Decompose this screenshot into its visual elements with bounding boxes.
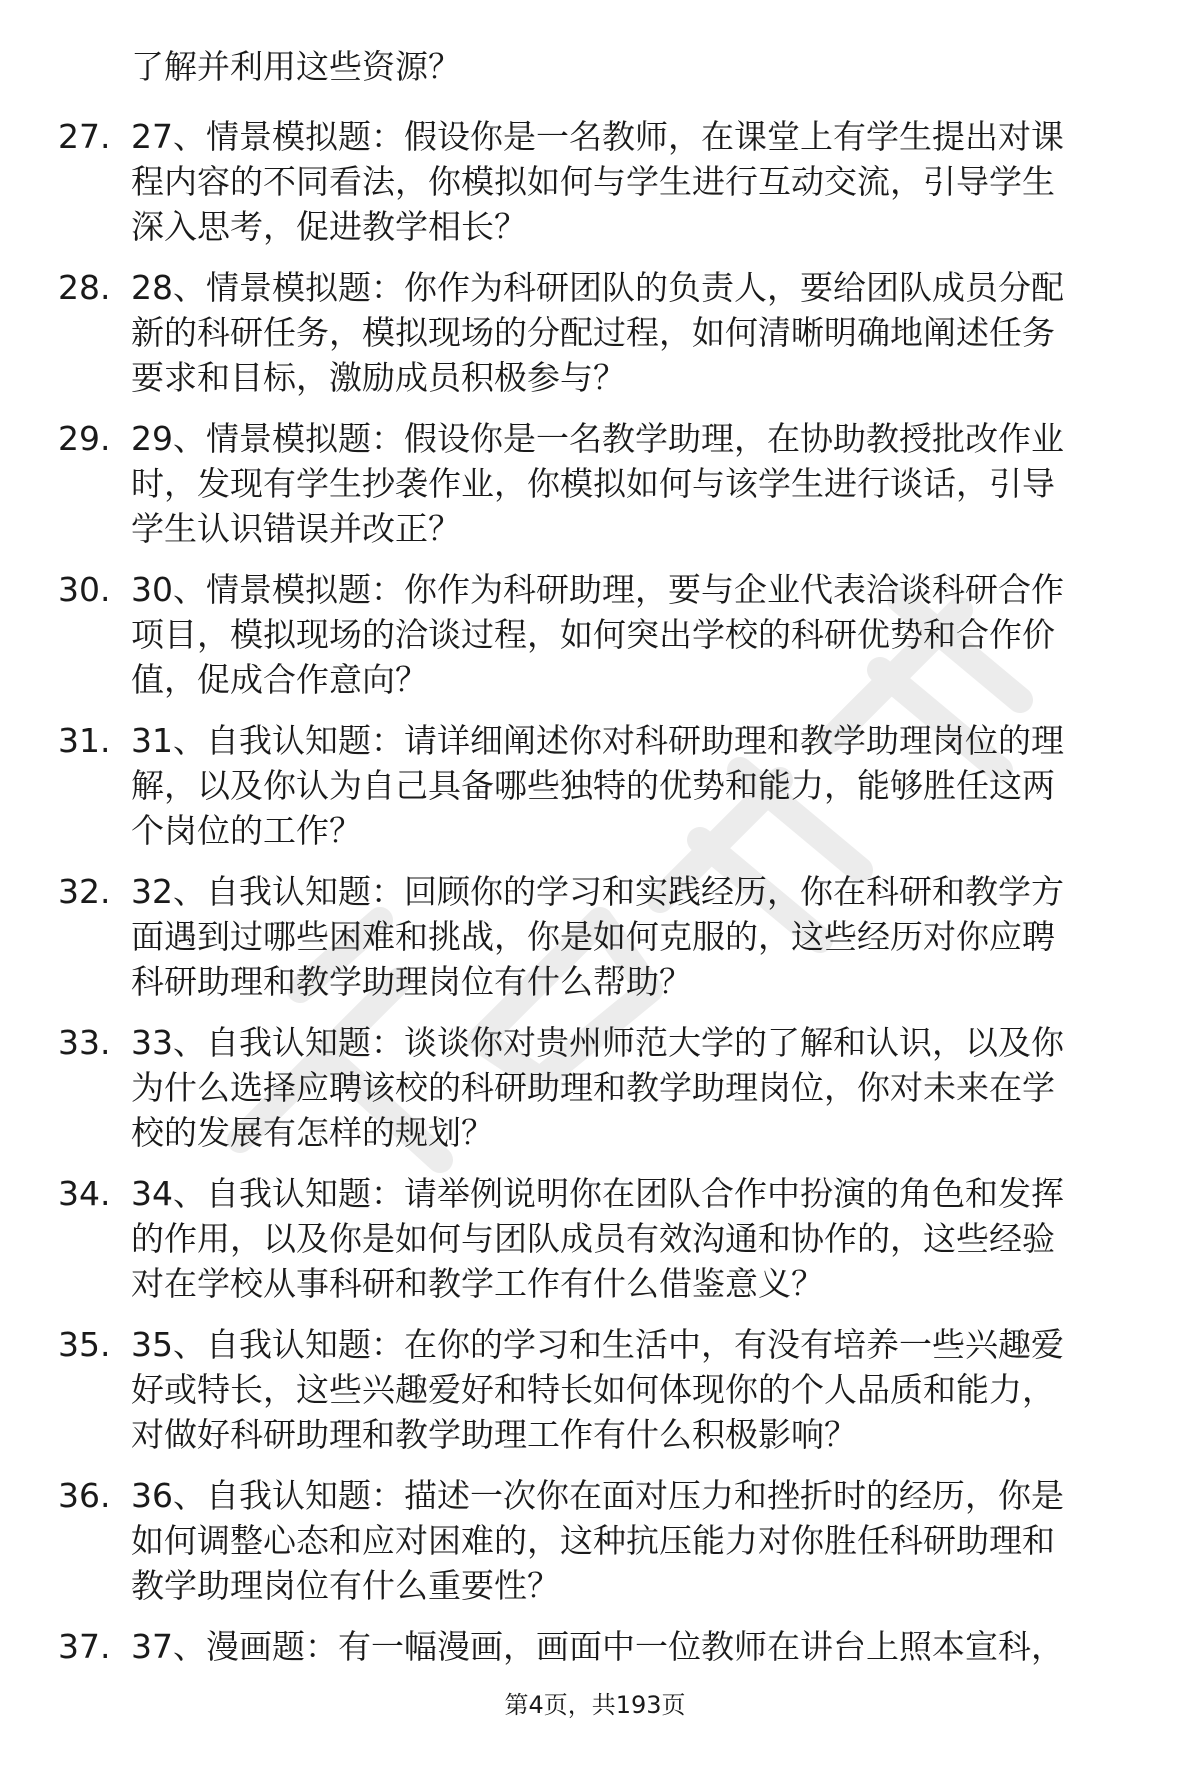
- question-line: 个岗位的工作？: [131, 811, 362, 850]
- question-text: [131, 114, 1171, 249]
- question-line: 如何调整心态和应对困难的，这种抗压能力对你胜任科研助理和: [131, 1521, 1055, 1560]
- question-number: 30.: [58, 570, 111, 609]
- question-text: [131, 416, 1171, 551]
- question-line: 37、漫画题：有一幅漫画，画面中一位教师在讲台上照本宣科，: [131, 1627, 1064, 1666]
- question-item: [0, 265, 1190, 416]
- question-line: 29、情景模拟题：假设你是一名教学助理，在协助教授批改作业: [131, 419, 1064, 458]
- question-text: [131, 1624, 1171, 1669]
- question-line: 对在学校从事科研和教学工作有什么借鉴意义？: [131, 1264, 824, 1303]
- question-line: 28、情景模拟题：你作为科研团队的负责人，要给团队成员分配: [131, 268, 1064, 307]
- question-item: [0, 416, 1190, 567]
- question-number: 34.: [58, 1174, 111, 1213]
- question-line: 新的科研任务，模拟现场的分配过程，如何清晰明确地阐述任务: [131, 313, 1055, 352]
- question-line: 面遇到过哪些困难和挑战，你是如何克服的，这些经历对你应聘: [131, 917, 1055, 956]
- question-item: [0, 1473, 1190, 1624]
- question-item: [0, 718, 1190, 869]
- question-line: 好或特长，这些兴趣爱好和特长如何体现你的个人品质和能力，: [131, 1370, 1055, 1409]
- question-line: 值，促成合作意向？: [131, 660, 428, 699]
- question-text: [131, 1322, 1171, 1457]
- question-line: 项目，模拟现场的洽谈过程，如何突出学校的科研优势和合作价: [131, 615, 1055, 654]
- question-line: 27、情景模拟题：假设你是一名教师，在课堂上有学生提出对课: [131, 117, 1064, 156]
- question-line: 为什么选择应聘该校的科研助理和教学助理岗位，你对未来在学: [131, 1068, 1055, 1107]
- question-line: 36、自我认知题：描述一次你在面对压力和挫折时的经历，你是: [131, 1476, 1064, 1515]
- question-item: [0, 869, 1190, 1020]
- question-number: 31.: [58, 721, 111, 760]
- question-text: [131, 869, 1171, 1004]
- question-text: [131, 1473, 1171, 1608]
- question-line: 时，发现有学生抄袭作业，你模拟如何与该学生进行谈话，引导: [131, 464, 1055, 503]
- question-line: 33、自我认知题：谈谈你对贵州师范大学的了解和认识，以及你: [131, 1023, 1064, 1062]
- question-line: 教学助理岗位有什么重要性？: [131, 1566, 560, 1605]
- question-text: [131, 1171, 1171, 1306]
- question-number: 35.: [58, 1325, 111, 1364]
- question-item: [0, 1020, 1190, 1171]
- question-text: [131, 567, 1171, 702]
- continued-text: 了解并利用这些资源？: [131, 47, 461, 86]
- question-line: 解，以及你认为自己具备哪些独特的优势和能力，能够胜任这两: [131, 766, 1055, 805]
- question-item: [0, 114, 1190, 265]
- question-number: 32.: [58, 872, 111, 911]
- question-line: 31、自我认知题：请详细阐述你对科研助理和教学助理岗位的理: [131, 721, 1064, 760]
- question-text: [131, 265, 1171, 400]
- question-number: 36.: [58, 1476, 111, 1515]
- question-line: 的作用，以及你是如何与团队成员有效沟通和协作的，这些经验: [131, 1219, 1055, 1258]
- question-number: 28.: [58, 268, 111, 307]
- question-line: 要求和目标，激励成员积极参与？: [131, 358, 626, 397]
- question-line: 35、自我认知题：在你的学习和生活中，有没有培养一些兴趣爱: [131, 1325, 1064, 1364]
- question-text: [131, 718, 1171, 853]
- question-line: 学生认识错误并改正？: [131, 509, 461, 548]
- question-line: 程内容的不同看法，你模拟如何与学生进行互动交流，引导学生: [131, 162, 1055, 201]
- question-number: 37.: [58, 1627, 111, 1666]
- question-item: [0, 567, 1190, 718]
- question-item: [0, 1322, 1190, 1473]
- question-line: 校的发展有怎样的规划？: [131, 1113, 494, 1152]
- page-footer: 第4页，共193页: [504, 1691, 686, 1719]
- question-number: 29.: [58, 419, 111, 458]
- question-line: 30、情景模拟题：你作为科研助理，要与企业代表洽谈科研合作: [131, 570, 1064, 609]
- question-line: 34、自我认知题：请举例说明你在团队合作中扮演的角色和发挥: [131, 1174, 1064, 1213]
- question-item: [0, 1171, 1190, 1322]
- question-number: 27.: [58, 117, 111, 156]
- question-line: 科研助理和教学助理岗位有什么帮助？: [131, 962, 692, 1001]
- question-text: [131, 1020, 1171, 1155]
- question-line: 对做好科研助理和教学助理工作有什么积极影响？: [131, 1415, 857, 1454]
- question-list: [0, 114, 1190, 1775]
- question-line: 深入思考，促进教学相长？: [131, 207, 527, 246]
- question-line: 32、自我认知题：回顾你的学习和实践经历，你在科研和教学方: [131, 872, 1064, 911]
- question-number: 33.: [58, 1023, 111, 1062]
